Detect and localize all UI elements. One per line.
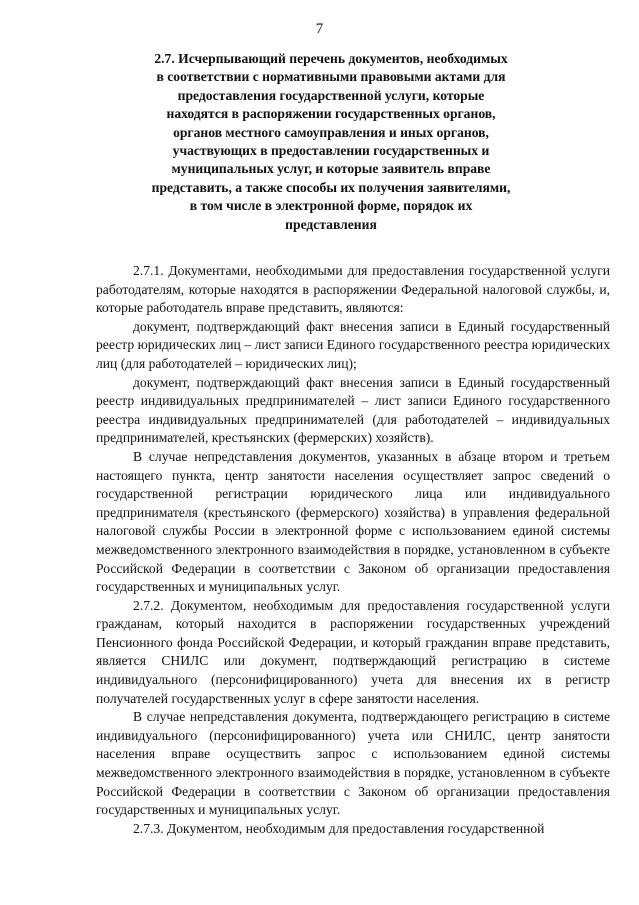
paragraph-2-7-2: 2.7.2. Документом, необходимым для предоставления государственной услуги гражданам, который находится в распоряжении государственных учреждений Пенсионного фонда Российской Федерации, и который гражданин вправе представить, является СНИЛС или документ, подтверждающий регистрацию в системе индивидуального (персонифицированного) учета для внесения их в регистр получателей государственных услуг в сфере занятости населения. (96, 597, 610, 706)
paragraph-legal-entity-document: документ, подтверждающий факт внесения записи в Единый государственный реестр юридических лиц – лист записи Единого государственного реестра юридических лиц (для работодателей – юридических лиц); (96, 318, 610, 371)
page-number: 7 (315, 21, 324, 37)
paragraph-entrepreneur-document: документ, подтверждающий факт внесения записи в Единый государственный реестр индивидуальных предпринимателей – лист записи Единого государственного реестра индивидуальных предпринимателей (для работодателей – индивидуальных предпринимателей, крестьянских (фермерских) хозяйств). (96, 374, 610, 446)
paragraph-2-7-3: 2.7.3. Документом, необходимым для предоставления государственной (133, 820, 545, 836)
document-body (96, 262, 610, 838)
paragraph-2-7-1: 2.7.1. Документами, необходимыми для предоставления государственной услуги работодателям, которые находятся в распоряжении Федеральной налоговой службы, и, которые работодатель вправе представить, являются: (96, 263, 610, 316)
paragraph-snils-request: В случае непредставления документа, подтверждающего регистрацию в системе индивидуального (персонифицированного) учета или СНИЛС, центр занятости населения вправе осуществить запрос с использованием единой системы межведомственного электронного взаимодействия в порядке, установленном в субъекте Российской Федерации в соответствии с Законом об организации предоставления государственных и муниципальных услуг. (96, 709, 610, 818)
paragraph-tax-service-request: В случае непредставления документов, указанных в абзаце втором и третьем настоящего пункта, центр занятости населения осуществляет запрос сведений о государственной регистрации юридического лица или индивидуального предпринимателя (крестьянского (фермерского) хозяйства) в управления федеральной налоговой службы России в электронной форме с использованием единой системы межведомственного электронного взаимодействия в порядке, установленном в субъекте Российской Федерации в соответствии с Законом об организации предоставления государственных и муниципальных услуг. (96, 448, 610, 595)
section-heading: 2.7. Исчерпывающий перечень документов, необходимых в соответствии с нормативными правовыми актами для предоставления государственной услуги, которые находятся в распоряжении государственных органов, органов местного самоуправления и иных органов, участвующих в предоставлении государственных и муниципальных услуг, и которые заявитель вправе представить, а также способы их получения заявителями, в том числе в электронной форме, порядок их представления (151, 51, 511, 232)
